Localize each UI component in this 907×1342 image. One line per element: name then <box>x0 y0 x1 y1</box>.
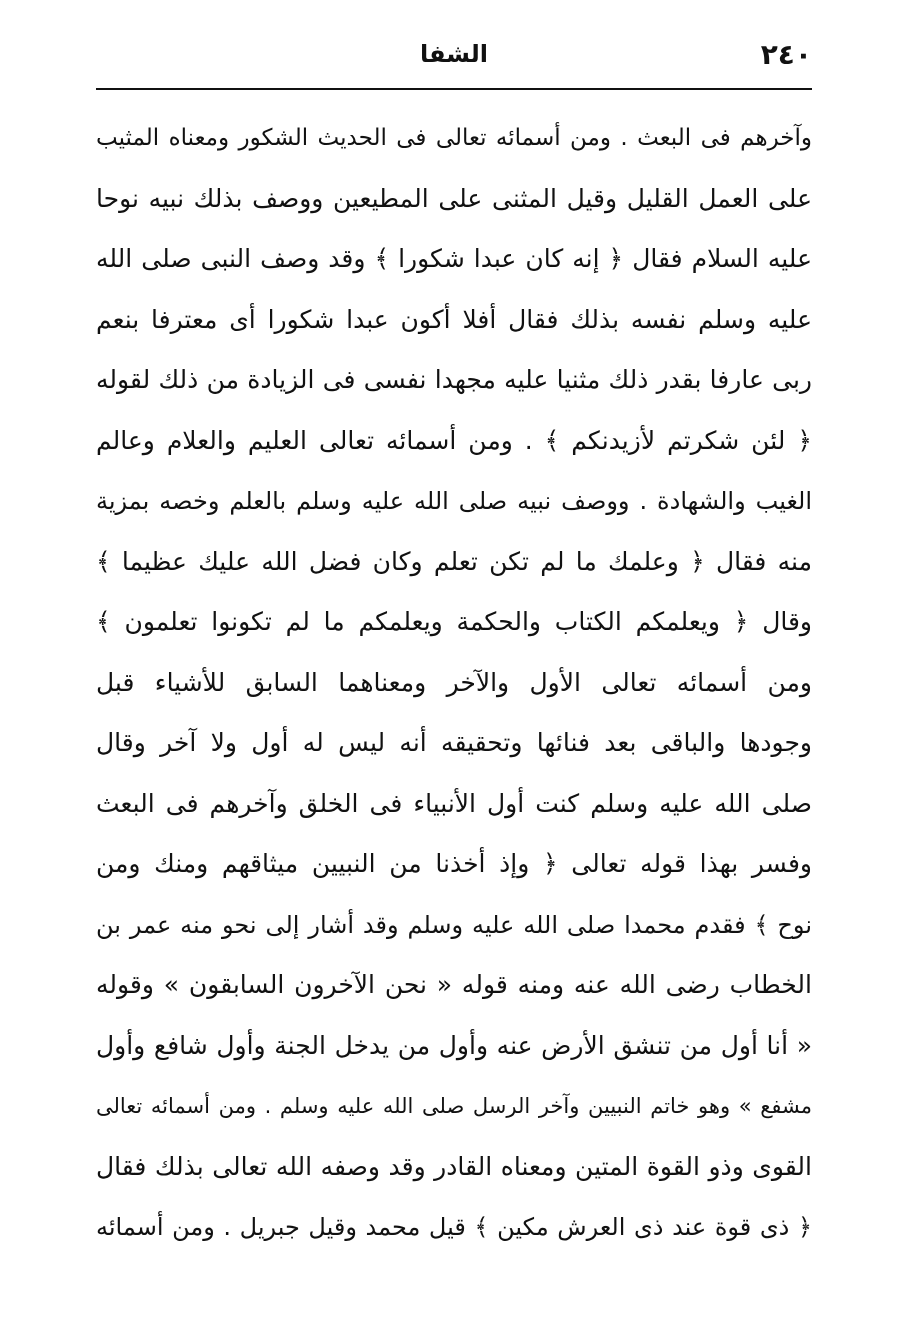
text-line: القوى وذو القوة المتين ومعناه القادر وقد وصفه الله تعالى بذلك فقال <box>96 1151 812 1181</box>
text-line: عليه وسلم نفسه بذلك فقال أفلا أكون عبدا شكورا أى معترفا بنعم <box>96 304 812 334</box>
text-line: صلى الله عليه وسلم كنت أول الأنبياء فى الخلق وآخرهم فى البعث <box>96 788 812 818</box>
text-line: منه فقال ﴿ وعلمك ما لم تكن تعلم وكان فضل الله عليك عظيما ﴾ <box>96 546 812 576</box>
text-line: ﴿ لئن شكرتم لأزيدنكم ﴾ . ومن أسمائه تعالى العليم والعلام وعالم <box>96 425 812 455</box>
text-line: الغيب والشهادة . ووصف نبيه صلى الله عليه وسلم بالعلم وخصه بمزية <box>96 487 812 515</box>
text-line: الخطاب رضى الله عنه ومنه قوله « نحن الآخرون السابقون » وقوله <box>96 970 812 999</box>
text-line: وقال ﴿ ويعلمكم الكتاب والحكمة ويعلمكم ما لم تكونوا تعلمون ﴾ <box>96 607 812 636</box>
text-line: نوح ﴾ فقدم محمدا صلى الله عليه وسلم وقد أشار إلى نحو منه عمر بن <box>96 910 812 939</box>
page-header <box>96 38 812 78</box>
text-line: وآخرهم فى البعث . ومن أسمائه تعالى فى الحديث الشكور ومعناه المثيب <box>96 125 812 151</box>
text-line: مشفع » وهو خاتم النبيين وآخر الرسل صلى الله عليه وسلم . ومن أسمائه تعالى <box>96 1094 812 1118</box>
text-line: « أنا أول من تنشق الأرض عنه وأول من يدخل الجنة وأول شافع وأول <box>96 1030 812 1060</box>
text-line: عليه السلام فقال ﴿ إنه كان عبدا شكورا ﴾ وقد وصف النبى صلى الله <box>96 244 812 273</box>
text-line: ربى عارفا بقدر ذلك مثنيا عليه مجهدا نفسى فى الزيادة من ذلك لقوله <box>96 365 812 394</box>
text-line: وفسر بهذا قوله تعالى ﴿ وإذ أخذنا من النبيين ميثاقهم ومنك ومن <box>96 849 812 878</box>
text-line: وجودها والباقى بعد فنائها وتحقيقه أنه ليس له أول ولا آخر وقال <box>96 728 812 757</box>
body-text <box>96 108 812 1258</box>
text-line: على العمل القليل وقيل المثنى على المطيعين ووصف بذلك نبيه نوحا <box>96 183 812 213</box>
page-number: ٢٤٠ <box>760 38 812 71</box>
text-line: ومن أسمائه تعالى الأول والآخر ومعناهما السابق للأشياء قبل <box>96 667 812 697</box>
running-title: الشفا <box>420 40 488 68</box>
header-rule <box>96 88 812 90</box>
text-line: ﴿ ذى قوة عند ذى العرش مكين ﴾ قيل محمد وقيل جبريل . ومن أسمائه <box>96 1213 812 1241</box>
